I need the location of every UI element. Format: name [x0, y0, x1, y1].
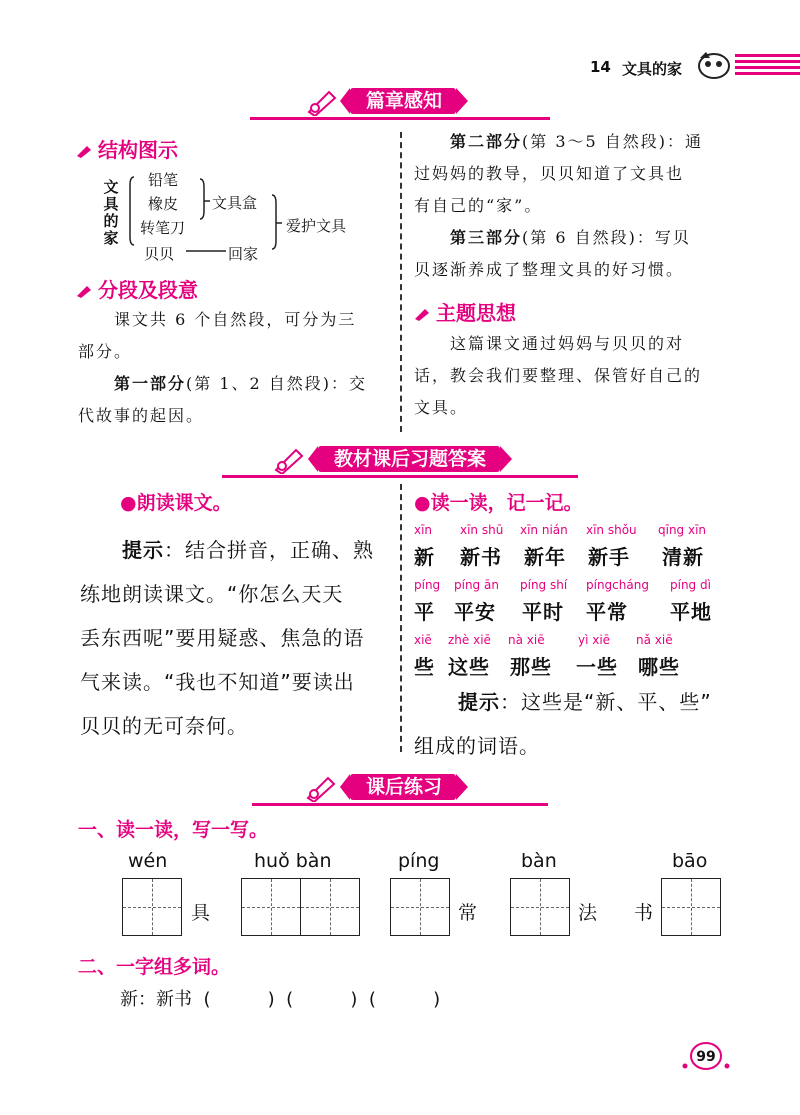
page-number-badge [681, 1040, 731, 1072]
word-formation-line: 新：新书 ( ) ( ) ( ) [120, 989, 441, 1010]
theme-heading: 主题思想 [414, 297, 516, 326]
read-aloud-tip: 提示：结合拼音，正确、熟 练地朗读课文。“你怎么天天 丢东西呢”要用疑惑、焦急的语 气来读。“我也不知道”要读出 贝贝的无可奈何。 [80, 538, 374, 738]
column-divider [400, 132, 402, 432]
pencil-marker-icon [76, 284, 92, 298]
diagram-item: 铅笔 [148, 171, 179, 189]
pencil-decoration-icon [272, 444, 306, 474]
diagram-mid: 文具盒 [212, 194, 258, 212]
diagram-item: 橡皮 [148, 195, 179, 213]
lesson-title: 文具的家 [622, 60, 683, 78]
given-character: 书 [634, 902, 654, 924]
pencil-marker-icon [76, 144, 92, 158]
column-divider [400, 484, 402, 752]
section-banner-overview [250, 86, 550, 122]
header-stripes [735, 54, 800, 78]
parts-paragraph: 第二部分(第 3～5 自然段)：通 过妈妈的教导，贝贝知道了文具也 有自己的“家”。 第三部分(第 6 自然段)：写贝 贝逐渐养成了整理文具的好习惯。 [414, 132, 704, 279]
segment-heading: 分段及段意 [76, 274, 198, 303]
page-header [0, 0, 800, 100]
word-tip: 提示：这些是“新、平、些” 组成的词语。 [414, 690, 712, 758]
pencil-decoration-icon [305, 86, 339, 116]
lesson-number: 14 [590, 58, 611, 76]
mascot-icon [696, 50, 732, 80]
exercise-1-heading: 一、读一读，写一写。 [78, 819, 269, 841]
given-character: 具 [191, 902, 211, 924]
diagram-item: 转笔刀 [140, 219, 186, 237]
writing-grid[interactable] [122, 878, 182, 936]
writing-grid[interactable] [300, 878, 360, 936]
pinyin-label: wén [128, 850, 168, 872]
exercise-2-heading: 二、一字组多词。 [78, 956, 231, 978]
banner-title: 课后练习 [350, 774, 456, 800]
structure-heading: 结构图示 [76, 134, 178, 163]
segment-paragraph: 课文共 6 个自然段，可分为三 部分。 第一部分(第 1、2 自然段)：交 代故事的起因。 [78, 310, 368, 425]
diagram-root: 文 具 的 家 [103, 178, 119, 247]
given-character: 常 [458, 902, 478, 924]
diagram-home: 回家 [228, 245, 259, 263]
page-number: 99 [696, 1049, 716, 1065]
pinyin-label: píng [398, 850, 440, 872]
section-banner-practice [252, 772, 548, 808]
pinyin-label: huǒ bàn [254, 850, 332, 872]
structure-diagram [100, 165, 390, 265]
writing-grid[interactable] [241, 878, 301, 936]
pencil-marker-icon [414, 307, 430, 321]
diagram-item: 贝贝 [144, 245, 175, 263]
banner-title: 篇章感知 [350, 88, 456, 114]
writing-grid[interactable] [510, 878, 570, 936]
section-banner-answers [222, 444, 578, 480]
diagram-result: 爱护文具 [286, 217, 347, 235]
pinyin-label: bāo [672, 850, 708, 872]
read-aloud-heading: ●朗读课文。 [120, 492, 232, 514]
banner-title: 教材课后习题答案 [318, 446, 500, 472]
theme-paragraph: 这篇课文通过妈妈与贝贝的对 话，教会我们要整理、保管好自己的 文具。 [414, 334, 703, 417]
pencil-decoration-icon [304, 772, 338, 802]
writing-grid[interactable] [661, 878, 721, 936]
given-character: 法 [578, 902, 598, 924]
writing-grid[interactable] [390, 878, 450, 936]
pinyin-label: bàn [521, 850, 557, 872]
read-remember-heading: ●读一读，记一记。 [414, 492, 583, 514]
